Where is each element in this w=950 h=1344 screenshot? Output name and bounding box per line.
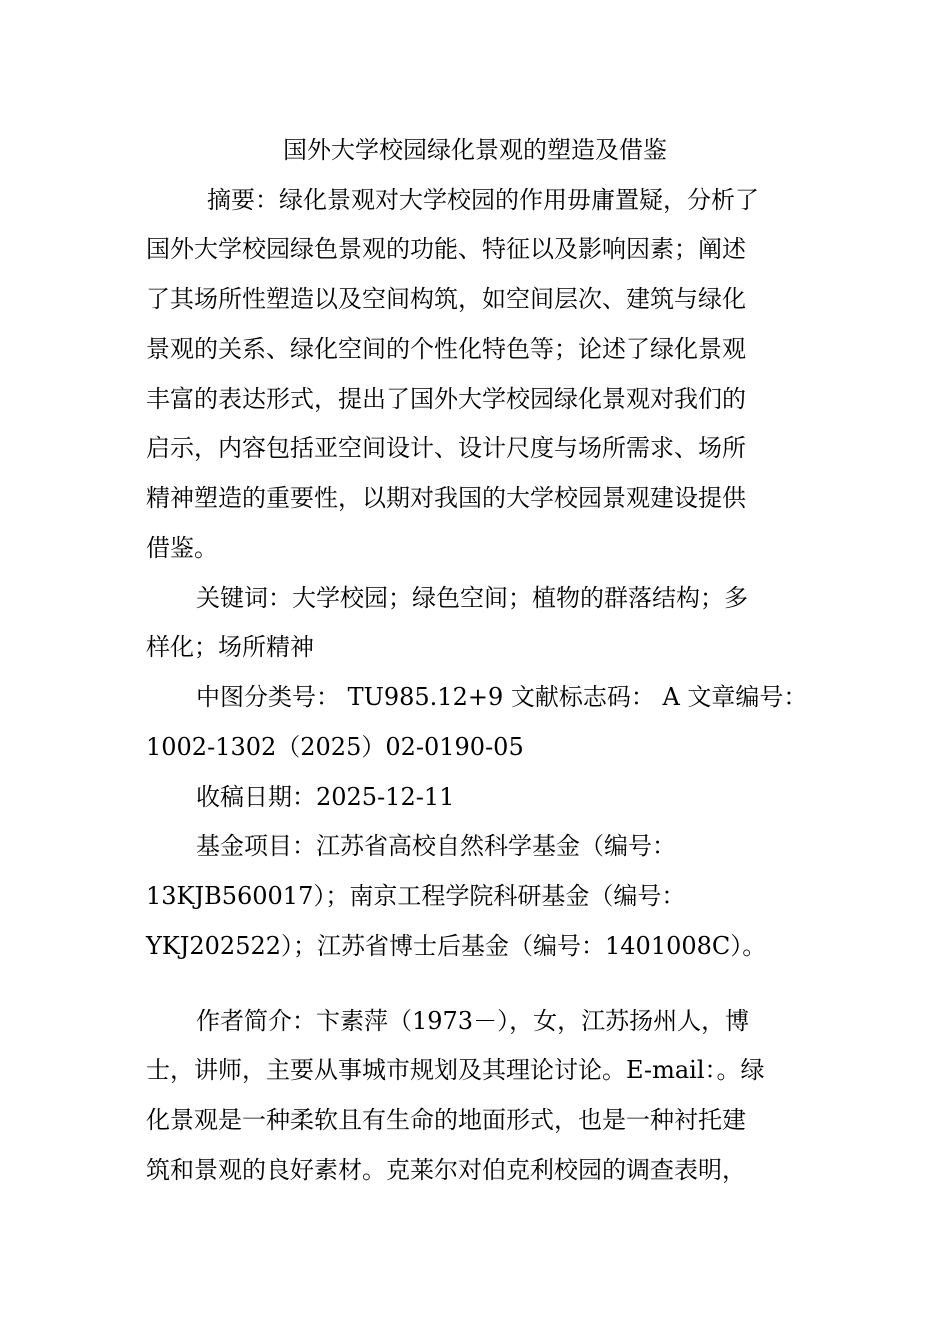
abstract-line: 启示，内容包括亚空间设计、设计尺度与场所需求、场所: [146, 434, 746, 462]
fund-line: 基金项目：江苏省高校自然科学基金（编号：: [196, 832, 676, 860]
keywords-line: 样化；场所精神: [146, 633, 314, 661]
author-line: 作者简介：卞素萍（1973－），女，江苏扬州人，博: [196, 1007, 750, 1035]
abstract-line: 丰富的表达形式，提出了国外大学校园绿化景观对我们的: [146, 385, 746, 413]
abstract-line: 摘要：绿化景观对大学校园的作用毋庸置疑，分析了: [207, 186, 759, 214]
received-date: 收稿日期：2025-12-11: [196, 783, 455, 811]
author-line: 士，讲师，主要从事城市规划及其理论讨论。E-mail：。绿: [146, 1056, 765, 1084]
abstract-line: 了其场所性塑造以及空间构筑，如空间层次、建筑与绿化: [146, 285, 746, 313]
article-title: 国外大学校园绿化景观的塑造及借鉴: [283, 136, 667, 164]
classification-line: 中图分类号： TU985.12+9 文献标志码： A 文章编号：: [196, 683, 808, 711]
abstract-line: 借鉴。: [146, 534, 218, 562]
keywords-line: 关键词：大学校园；绿色空间；植物的群落结构；多: [196, 584, 748, 612]
author-line: 化景观是一种柔软且有生命的地面形式，也是一种衬托建: [146, 1106, 746, 1134]
abstract-line: 景观的关系、绿化空间的个性化特色等；论述了绿化景观: [146, 335, 746, 363]
author-line: 筑和景观的良好素材。克莱尔对伯克利校园的调查表明，: [146, 1156, 746, 1184]
fund-line: YKJ202522）；江苏省博士后基金（编号：1401008C）。: [146, 932, 767, 960]
fund-line: 13KJB560017）；南京工程学院科研基金（编号：: [146, 882, 686, 910]
abstract-line: 国外大学校园绿色景观的功能、特征以及影响因素；阐述: [146, 235, 746, 263]
classification-line: 1002-1302（2025）02-0190-05: [146, 733, 524, 761]
abstract-line: 精神塑造的重要性，以期对我国的大学校园景观建设提供: [146, 484, 746, 512]
